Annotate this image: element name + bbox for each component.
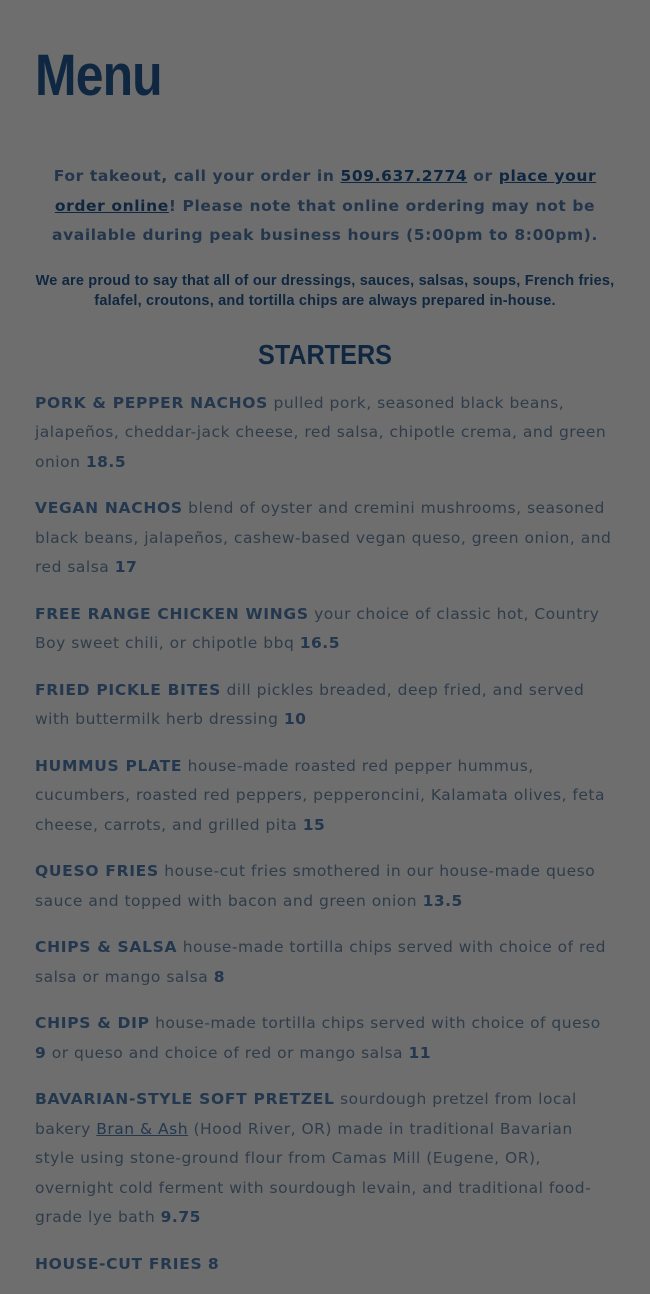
order-online-link[interactable]: place your order online xyxy=(54,167,597,215)
item-price: 8 xyxy=(213,967,226,986)
item-name: PORK & PEPPER NACHOS xyxy=(35,393,269,412)
item-name: CHIPS & DIP xyxy=(35,1014,150,1032)
phone-link[interactable]: 509.637.2774 xyxy=(340,167,468,185)
menu-item xyxy=(35,857,615,916)
item-name: HUMMUS PLATE xyxy=(35,756,183,775)
menu-item xyxy=(35,1250,615,1280)
item-description: or queso and choice of red or mango salsa xyxy=(51,1043,404,1062)
item-name: BAVARIAN-STYLE SOFT PRETZEL xyxy=(35,1090,335,1108)
item-name: CHIPS & SALSA xyxy=(35,938,178,956)
item-description: dill pickles breaded, deep fried, and served with buttermilk herb dressing xyxy=(35,680,585,728)
item-description: house-made tortilla chips served with choice of queso xyxy=(155,1014,601,1032)
item-description: (Hood River, OR) made in traditional Bavarian style using stone-ground flour from Camas Mill (Eugene, OR), overnight cold ferment with sourdough levain, and traditional food-grade lye bath xyxy=(35,1119,592,1226)
intro-text-1: For takeout, call your order in xyxy=(53,167,341,185)
item-name: FREE RANGE CHICKEN WINGS xyxy=(35,604,309,623)
item-price: 15 xyxy=(302,815,326,834)
bakery-link[interactable]: Bran & Ash xyxy=(96,1119,189,1138)
menu-item xyxy=(35,676,615,735)
item-description: house-cut fries smothered in our house-made queso sauce and topped with bacon and green onion xyxy=(35,862,596,910)
menu-item xyxy=(35,1009,615,1068)
item-price: 10 xyxy=(283,710,307,728)
item-description: house-made tortilla chips served with choice of red salsa or mango salsa xyxy=(35,938,606,986)
intro-text-3: ! Please note that online ordering may not be available during peak business hours (5:00pm to 8:00pm). xyxy=(52,196,598,244)
item-name: VEGAN NACHOS xyxy=(35,499,183,517)
menu-item xyxy=(35,933,615,992)
item-price: 17 xyxy=(114,558,138,576)
item-description: your choice of classic hot, Country Boy sweet chili, or chipotle bbq xyxy=(35,604,600,652)
menu-item xyxy=(35,494,615,583)
menu-item xyxy=(35,600,615,659)
item-price: 9 xyxy=(35,1043,47,1062)
takeout-intro xyxy=(35,162,615,251)
item-description: sourdough pretzel from local bakery xyxy=(35,1090,577,1138)
page-title: Menu xyxy=(35,43,162,108)
item-price: 16.5 xyxy=(299,634,340,652)
item-price: 18.5 xyxy=(85,452,127,471)
item-description: house-made roasted red pepper hummus, cucumbers, roasted red peppers, pepperoncini, Kalamata olives, feta cheese, carrots, and grilled pita xyxy=(35,756,605,834)
intro-text-2: or xyxy=(467,167,499,185)
item-price: 8 xyxy=(207,1254,220,1273)
item-price: 9.75 xyxy=(160,1208,201,1226)
item-description: blend of oyster and cremini mushrooms, seasoned black beans, jalapeños, cashew-based vegan queso, green onion, and red salsa xyxy=(35,499,612,576)
item-name: QUESO FRIES xyxy=(35,862,159,880)
section-title-starters: STARTERS xyxy=(258,338,392,370)
menu-item xyxy=(35,389,615,478)
menu-item xyxy=(35,752,615,841)
item-price: 13.5 xyxy=(422,891,463,910)
menu-item xyxy=(35,1085,615,1233)
item-name: HOUSE-CUT FRIES xyxy=(35,1254,203,1273)
house-made-note: We are proud to say that all of our dressings, sauces, salsas, soups, French fries, falafel, croutons, and tortilla chips are always prepared in-house. xyxy=(35,272,615,309)
starters-list xyxy=(35,389,615,1280)
item-description: pulled pork, seasoned black beans, jalapeños, cheddar-jack cheese, red salsa, chipotle crema, and green onion xyxy=(35,393,607,471)
item-price: 11 xyxy=(408,1043,432,1062)
item-name: FRIED PICKLE BITES xyxy=(35,680,222,699)
